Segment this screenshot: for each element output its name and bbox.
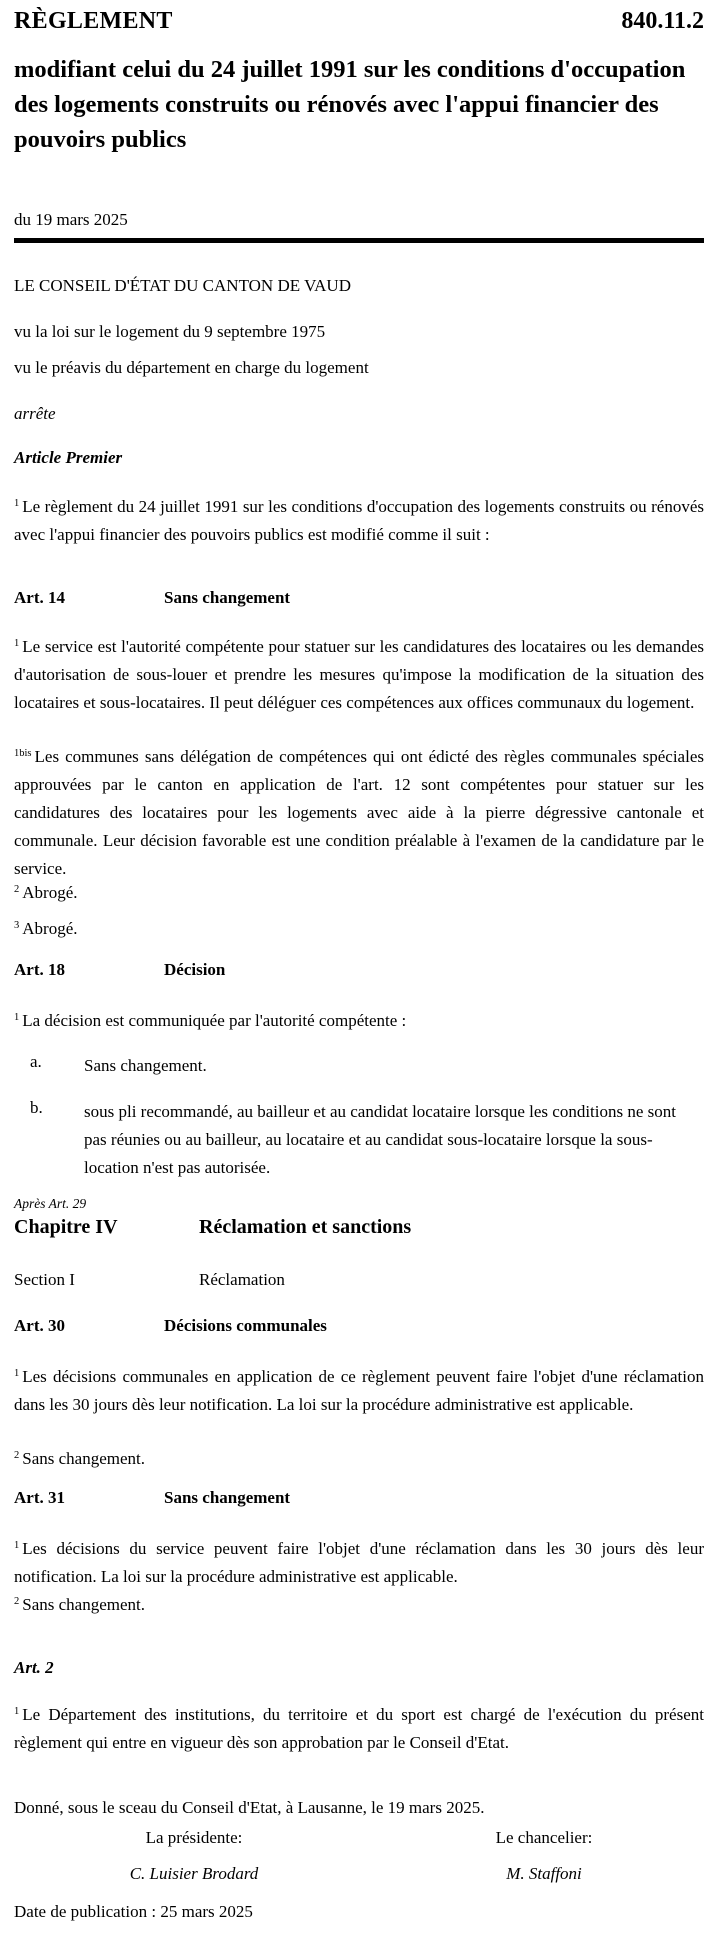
list-text: Sans changement. — [84, 1056, 207, 1075]
art14-title: Sans changement — [164, 588, 291, 607]
art31-number: Art. 31 — [14, 1488, 65, 1507]
para-text: Les décisions du service peuvent faire l'objet d'une réclamation dans les 30 jours dès leur notification. La loi sur la procédure administrative est applicable. — [14, 1539, 704, 1586]
doc-number: 840.11.2 — [621, 8, 704, 34]
para-text: La décision est communiquée par l'autorité compétente : — [22, 1011, 407, 1030]
list-letter: a. — [30, 1052, 42, 1071]
list-text: sous pli recommandé, au bailleur et au candidat locataire lorsque les conditions ne sont pas réunies ou au bailleur, au locataire et au candidat sous-locataire lorsque la sous-location n'est pas autorisée. — [84, 1102, 676, 1177]
given-statement: Donné, sous le sceau du Conseil d'Etat, à Lausanne, le 19 mars 2025. — [14, 1798, 485, 1817]
art30-title: Décisions communales — [164, 1316, 327, 1335]
art18-header — [14, 960, 704, 988]
list-item — [14, 1052, 704, 1080]
art14-number: Art. 14 — [14, 588, 65, 607]
president-name: C. Luisier Brodard — [129, 1864, 259, 1883]
para-number: 3 — [14, 920, 20, 931]
president-role: La présidente: — [145, 1828, 243, 1847]
insertion-note: Après Art. 29 — [14, 1196, 87, 1211]
arrete: arrête — [14, 404, 56, 423]
para-number: 1 — [14, 1368, 20, 1379]
para-text: Abrogé. — [22, 883, 78, 902]
para-text: Sans changement. — [22, 1449, 145, 1468]
publication-date: Date de publication : 25 mars 2025 — [14, 1902, 253, 1921]
para-number: 1 — [14, 1012, 20, 1023]
para-text: Abrogé. — [22, 919, 78, 938]
section-header — [14, 1270, 704, 1298]
art2-para-1 — [14, 1698, 704, 1757]
chapter-title: Réclamation et sanctions — [199, 1216, 412, 1238]
chancellor-role: Le chancelier: — [495, 1828, 593, 1847]
para-text: Les communes sans délégation de compétences qui ont édicté des règles communales spéciales approuvées par le canton en application de l'art. 12 sont compétentes pour statuer sur les candidatures des locataires pour les logements avec aide à la pierre dégressive cantonale et communale. Leur décision favorable est une condition préalable à l'examen de la candidature par le service. — [14, 747, 704, 878]
para-text: Le règlement du 24 juillet 1991 sur les conditions d'occupation des logements construits ou rénovés avec l'appui financier des pouvoirs publics est modifié comme il suit : — [14, 497, 704, 544]
para-text: Les décisions communales en application de ce règlement peuvent faire l'objet d'une réclamation dans les 30 jours dès leur notification. La loi sur la procédure administrative est applicable. — [14, 1367, 704, 1414]
art31-header — [14, 1488, 704, 1516]
art14-header — [14, 588, 704, 616]
article-premier-heading: Article Premier — [14, 448, 123, 467]
para-text: Sans changement. — [22, 1595, 145, 1614]
vu-loi: vu la loi sur le logement du 9 septembre 1975 — [14, 322, 326, 341]
list-item — [14, 1098, 704, 1182]
art30-number: Art. 30 — [14, 1316, 65, 1335]
chancellor-name: M. Staffoni — [506, 1864, 582, 1883]
art2-heading: Art. 2 — [14, 1658, 54, 1677]
art31-para-2 — [14, 1588, 704, 1619]
section-title: Réclamation — [199, 1270, 285, 1289]
art30-para-2 — [14, 1442, 704, 1473]
art30-para-1 — [14, 1360, 704, 1419]
doc-title: modifiant celui du 24 juillet 1991 sur les conditions d'occupation des logements construits ou rénovés avec l'appui financier des pouvoirs publics — [14, 56, 686, 153]
para-text: Le Département des institutions, du territoire et du sport est chargé de l'exécution du présent règlement qui entre en vigueur dès son approbation par le Conseil d'Etat. — [14, 1705, 704, 1752]
art31-para-1 — [14, 1532, 704, 1591]
art14-para-3 — [14, 912, 704, 943]
art18-title: Décision — [164, 960, 226, 979]
para-number: 2 — [14, 884, 20, 895]
authority: LE CONSEIL D'ÉTAT DU CANTON DE VAUD — [14, 276, 351, 295]
art14-para-1bis — [14, 740, 704, 883]
para-number: 1 — [14, 638, 20, 649]
para-number: 1 — [14, 498, 20, 509]
art18-para-1 — [14, 1004, 704, 1035]
list-letter: b. — [30, 1098, 43, 1117]
art31-title: Sans changement — [164, 1488, 291, 1507]
article-premier-para — [14, 490, 704, 549]
para-number: 1 — [14, 1706, 20, 1717]
header-divider — [14, 238, 704, 243]
art18-number: Art. 18 — [14, 960, 65, 979]
para-number: 2 — [14, 1450, 20, 1461]
vu-preavis: vu le préavis du département en charge du logement — [14, 358, 369, 377]
doc-date: du 19 mars 2025 — [14, 210, 128, 229]
para-number: 1bis — [14, 748, 32, 759]
chapter-header — [14, 1216, 704, 1248]
para-number: 1 — [14, 1540, 20, 1551]
para-number: 2 — [14, 1596, 20, 1607]
chapter-number: Chapitre IV — [14, 1216, 118, 1238]
art14-para-1 — [14, 630, 704, 717]
art14-para-2 — [14, 876, 704, 907]
art30-header — [14, 1316, 704, 1344]
doc-type: RÈGLEMENT — [14, 8, 173, 34]
para-text: Le service est l'autorité compétente pour statuer sur les candidatures des locataires ou les demandes d'autorisation de sous-louer et prendre les mesures qu'impose la modification de la situation des locataires et sous-locataires. Il peut déléguer ces compétences aux offices communaux du logement. — [14, 637, 704, 712]
section-number: Section I — [14, 1270, 75, 1289]
